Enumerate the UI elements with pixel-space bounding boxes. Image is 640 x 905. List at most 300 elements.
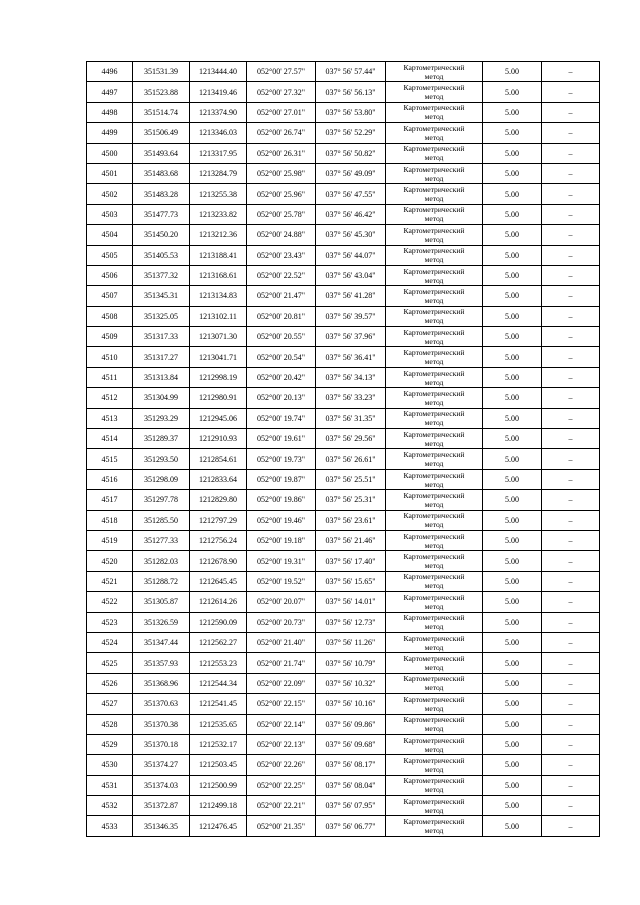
y-coordinate-cell: 1212797.29 xyxy=(190,510,247,530)
method-line-2: метод xyxy=(424,173,444,183)
method-line-2: метод xyxy=(424,785,444,795)
longitude-cell: 037° 56' 34.13" xyxy=(316,367,386,387)
table-body xyxy=(87,62,600,837)
point-number-cell: 4523 xyxy=(87,612,133,632)
method-line-2: метод xyxy=(424,255,444,265)
note-cell: – xyxy=(542,245,600,265)
x-coordinate-cell: 351293.50 xyxy=(133,449,190,469)
accuracy-cell: 5.00 xyxy=(483,184,542,204)
point-number-cell: 4515 xyxy=(87,449,133,469)
latitude-cell: 052°00' 19.61" xyxy=(247,429,316,449)
method-cell xyxy=(386,592,483,612)
note-cell: – xyxy=(542,714,600,734)
y-coordinate-cell: 1212503.45 xyxy=(190,755,247,775)
accuracy-cell: 5.00 xyxy=(483,367,542,387)
method-line-1: Картометрический xyxy=(403,429,465,439)
x-coordinate-cell: 351345.31 xyxy=(133,286,190,306)
longitude-cell: 037° 56' 06.77" xyxy=(316,816,386,836)
note-cell: – xyxy=(542,225,600,245)
note-cell: – xyxy=(542,286,600,306)
note-cell: – xyxy=(542,62,600,82)
method-cell xyxy=(386,571,483,591)
note-cell: – xyxy=(542,449,600,469)
accuracy-cell: 5.00 xyxy=(483,449,542,469)
y-coordinate-cell: 1213102.11 xyxy=(190,306,247,326)
point-number-cell: 4496 xyxy=(87,62,133,82)
method-line-1: Картометрический xyxy=(403,552,465,562)
accuracy-cell: 5.00 xyxy=(483,265,542,285)
latitude-cell: 052°00' 20.73" xyxy=(247,612,316,632)
y-coordinate-cell: 1213188.41 xyxy=(190,245,247,265)
latitude-cell: 052°00' 22.52" xyxy=(247,265,316,285)
table-row xyxy=(87,163,600,183)
latitude-cell: 052°00' 20.07" xyxy=(247,592,316,612)
latitude-cell: 052°00' 19.73" xyxy=(247,449,316,469)
y-coordinate-cell: 1213255.38 xyxy=(190,184,247,204)
method-cell xyxy=(386,82,483,102)
table-row xyxy=(87,286,600,306)
accuracy-cell: 5.00 xyxy=(483,612,542,632)
x-coordinate-cell: 351313.84 xyxy=(133,367,190,387)
latitude-cell: 052°00' 26.74" xyxy=(247,123,316,143)
method-cell xyxy=(386,449,483,469)
point-number-cell: 4532 xyxy=(87,796,133,816)
accuracy-cell: 5.00 xyxy=(483,347,542,367)
point-number-cell: 4531 xyxy=(87,775,133,795)
method-line-1: Картометрический xyxy=(403,409,465,419)
method-line-2: метод xyxy=(424,357,444,367)
table-row xyxy=(87,796,600,816)
longitude-cell: 037° 56' 36.41" xyxy=(316,347,386,367)
longitude-cell: 037° 56' 49.09" xyxy=(316,163,386,183)
y-coordinate-cell: 1213071.30 xyxy=(190,327,247,347)
point-number-cell: 4501 xyxy=(87,163,133,183)
method-line-2: метод xyxy=(424,112,444,122)
accuracy-cell: 5.00 xyxy=(483,286,542,306)
method-line-2: метод xyxy=(424,703,444,713)
point-number-cell: 4530 xyxy=(87,755,133,775)
method-line-1: Картометрический xyxy=(403,83,465,93)
y-coordinate-cell: 1213419.46 xyxy=(190,82,247,102)
longitude-cell: 037° 56' 15.65" xyxy=(316,571,386,591)
note-cell: – xyxy=(542,755,600,775)
x-coordinate-cell: 351493.64 xyxy=(133,143,190,163)
latitude-cell: 052°00' 19.86" xyxy=(247,490,316,510)
latitude-cell: 052°00' 20.54" xyxy=(247,347,316,367)
x-coordinate-cell: 351357.93 xyxy=(133,653,190,673)
x-coordinate-cell: 351325.05 xyxy=(133,306,190,326)
method-line-1: Картометрический xyxy=(403,103,465,113)
method-line-1: Картометрический xyxy=(403,307,465,317)
table-row xyxy=(87,102,600,122)
method-line-1: Картометрический xyxy=(403,144,465,154)
method-line-2: метод xyxy=(424,622,444,632)
method-cell xyxy=(386,163,483,183)
longitude-cell: 037° 56' 37.96" xyxy=(316,327,386,347)
method-cell xyxy=(386,143,483,163)
point-number-cell: 4510 xyxy=(87,347,133,367)
table-row xyxy=(87,469,600,489)
method-line-1: Картометрический xyxy=(403,490,465,500)
latitude-cell: 052°00' 21.74" xyxy=(247,653,316,673)
accuracy-cell: 5.00 xyxy=(483,775,542,795)
method-cell xyxy=(386,429,483,449)
method-line-1: Картометрический xyxy=(403,123,465,133)
point-number-cell: 4505 xyxy=(87,245,133,265)
latitude-cell: 052°00' 27.01" xyxy=(247,102,316,122)
longitude-cell: 037° 56' 31.35" xyxy=(316,408,386,428)
accuracy-cell: 5.00 xyxy=(483,490,542,510)
x-coordinate-cell: 351317.33 xyxy=(133,327,190,347)
y-coordinate-cell: 1213284.79 xyxy=(190,163,247,183)
method-line-2: метод xyxy=(424,744,444,754)
accuracy-cell: 5.00 xyxy=(483,469,542,489)
table-row xyxy=(87,408,600,428)
method-line-1: Картометрический xyxy=(403,735,465,745)
method-line-1: Картометрический xyxy=(403,246,465,256)
method-line-2: метод xyxy=(424,581,444,591)
y-coordinate-cell: 1212476.45 xyxy=(190,816,247,836)
accuracy-cell: 5.00 xyxy=(483,734,542,754)
longitude-cell: 037° 56' 45.30" xyxy=(316,225,386,245)
latitude-cell: 052°00' 22.09" xyxy=(247,673,316,693)
point-number-cell: 4499 xyxy=(87,123,133,143)
method-cell xyxy=(386,347,483,367)
table-row xyxy=(87,755,600,775)
longitude-cell: 037° 56' 29.56" xyxy=(316,429,386,449)
method-line-2: метод xyxy=(424,336,444,346)
note-cell: – xyxy=(542,327,600,347)
point-number-cell: 4512 xyxy=(87,388,133,408)
method-line-1: Картометрический xyxy=(403,470,465,480)
method-line-1: Картометрический xyxy=(403,185,465,195)
table-row xyxy=(87,143,600,163)
method-line-1: Картометрический xyxy=(403,715,465,725)
method-line-2: метод xyxy=(424,377,444,387)
longitude-cell: 037° 56' 52.29" xyxy=(316,123,386,143)
accuracy-cell: 5.00 xyxy=(483,571,542,591)
latitude-cell: 052°00' 22.14" xyxy=(247,714,316,734)
x-coordinate-cell: 351298.09 xyxy=(133,469,190,489)
x-coordinate-cell: 351405.53 xyxy=(133,245,190,265)
method-line-1: Картометрический xyxy=(403,755,465,765)
y-coordinate-cell: 1213374.90 xyxy=(190,102,247,122)
method-line-2: метод xyxy=(424,805,444,815)
x-coordinate-cell: 351377.32 xyxy=(133,265,190,285)
method-cell xyxy=(386,612,483,632)
y-coordinate-cell: 1212854.61 xyxy=(190,449,247,469)
point-number-cell: 4507 xyxy=(87,286,133,306)
table-row xyxy=(87,449,600,469)
table-row xyxy=(87,694,600,714)
note-cell: – xyxy=(542,510,600,530)
method-line-1: Картометрический xyxy=(403,776,465,786)
note-cell: – xyxy=(542,530,600,550)
point-number-cell: 4513 xyxy=(87,408,133,428)
point-number-cell: 4504 xyxy=(87,225,133,245)
latitude-cell: 052°00' 20.42" xyxy=(247,367,316,387)
x-coordinate-cell: 351277.33 xyxy=(133,530,190,550)
accuracy-cell: 5.00 xyxy=(483,123,542,143)
longitude-cell: 037° 56' 47.55" xyxy=(316,184,386,204)
method-line-1: Картометрический xyxy=(403,674,465,684)
method-cell xyxy=(386,775,483,795)
longitude-cell: 037° 56' 44.07" xyxy=(316,245,386,265)
longitude-cell: 037° 56' 33.23" xyxy=(316,388,386,408)
method-line-2: метод xyxy=(424,316,444,326)
longitude-cell: 037° 56' 25.31" xyxy=(316,490,386,510)
y-coordinate-cell: 1213346.03 xyxy=(190,123,247,143)
method-cell xyxy=(386,225,483,245)
table-row xyxy=(87,571,600,591)
y-coordinate-cell: 1212998.19 xyxy=(190,367,247,387)
method-line-1: Картометрический xyxy=(403,348,465,358)
method-line-1: Картометрический xyxy=(403,511,465,521)
point-number-cell: 4500 xyxy=(87,143,133,163)
accuracy-cell: 5.00 xyxy=(483,245,542,265)
longitude-cell: 037° 56' 43.04" xyxy=(316,265,386,285)
table-row xyxy=(87,184,600,204)
method-cell xyxy=(386,265,483,285)
latitude-cell: 052°00' 23.43" xyxy=(247,245,316,265)
point-number-cell: 4497 xyxy=(87,82,133,102)
note-cell: – xyxy=(542,632,600,652)
accuracy-cell: 5.00 xyxy=(483,714,542,734)
method-cell xyxy=(386,510,483,530)
note-cell: – xyxy=(542,816,600,836)
y-coordinate-cell: 1213317.95 xyxy=(190,143,247,163)
latitude-cell: 052°00' 21.35" xyxy=(247,816,316,836)
latitude-cell: 052°00' 22.21" xyxy=(247,796,316,816)
accuracy-cell: 5.00 xyxy=(483,102,542,122)
method-line-1: Картометрический xyxy=(403,694,465,704)
y-coordinate-cell: 1213041.71 xyxy=(190,347,247,367)
method-line-1: Картометрический xyxy=(403,633,465,643)
table-row xyxy=(87,265,600,285)
method-line-2: метод xyxy=(424,561,444,571)
note-cell: – xyxy=(542,775,600,795)
x-coordinate-cell: 351374.03 xyxy=(133,775,190,795)
method-cell xyxy=(386,490,483,510)
method-cell xyxy=(386,632,483,652)
longitude-cell: 037° 56' 09.68" xyxy=(316,734,386,754)
y-coordinate-cell: 1212756.24 xyxy=(190,530,247,550)
accuracy-cell: 5.00 xyxy=(483,510,542,530)
table-row xyxy=(87,673,600,693)
latitude-cell: 052°00' 26.31" xyxy=(247,143,316,163)
method-line-2: метод xyxy=(424,214,444,224)
method-cell xyxy=(386,714,483,734)
method-cell xyxy=(386,388,483,408)
note-cell: – xyxy=(542,796,600,816)
accuracy-cell: 5.00 xyxy=(483,632,542,652)
y-coordinate-cell: 1212541.45 xyxy=(190,694,247,714)
method-line-2: метод xyxy=(424,397,444,407)
method-line-1: Картометрический xyxy=(403,531,465,541)
method-line-1: Картометрический xyxy=(403,796,465,806)
method-cell xyxy=(386,408,483,428)
note-cell: – xyxy=(542,571,600,591)
accuracy-cell: 5.00 xyxy=(483,163,542,183)
method-line-2: метод xyxy=(424,438,444,448)
method-line-2: метод xyxy=(424,540,444,550)
point-number-cell: 4528 xyxy=(87,714,133,734)
longitude-cell: 037° 56' 12.73" xyxy=(316,612,386,632)
method-line-2: метод xyxy=(424,275,444,285)
method-line-2: метод xyxy=(424,71,444,81)
accuracy-cell: 5.00 xyxy=(483,796,542,816)
accuracy-cell: 5.00 xyxy=(483,82,542,102)
y-coordinate-cell: 1213233.82 xyxy=(190,204,247,224)
note-cell: – xyxy=(542,123,600,143)
note-cell: – xyxy=(542,184,600,204)
x-coordinate-cell: 351450.20 xyxy=(133,225,190,245)
point-number-cell: 4517 xyxy=(87,490,133,510)
point-number-cell: 4520 xyxy=(87,551,133,571)
method-line-1: Картометрический xyxy=(403,592,465,602)
method-line-1: Картометрический xyxy=(403,368,465,378)
note-cell: – xyxy=(542,347,600,367)
method-cell xyxy=(386,734,483,754)
latitude-cell: 052°00' 20.55" xyxy=(247,327,316,347)
longitude-cell: 037° 56' 46.42" xyxy=(316,204,386,224)
accuracy-cell: 5.00 xyxy=(483,388,542,408)
y-coordinate-cell: 1212500.99 xyxy=(190,775,247,795)
method-cell xyxy=(386,755,483,775)
longitude-cell: 037° 56' 11.26" xyxy=(316,632,386,652)
y-coordinate-cell: 1212499.18 xyxy=(190,796,247,816)
x-coordinate-cell: 351293.29 xyxy=(133,408,190,428)
method-line-2: метод xyxy=(424,194,444,204)
x-coordinate-cell: 351523.88 xyxy=(133,82,190,102)
x-coordinate-cell: 351370.18 xyxy=(133,734,190,754)
method-line-2: метод xyxy=(424,479,444,489)
method-line-1: Картометрический xyxy=(403,327,465,337)
x-coordinate-cell: 351368.96 xyxy=(133,673,190,693)
method-line-2: метод xyxy=(424,418,444,428)
longitude-cell: 037° 56' 07.95" xyxy=(316,796,386,816)
method-line-2: метод xyxy=(424,132,444,142)
accuracy-cell: 5.00 xyxy=(483,653,542,673)
x-coordinate-cell: 351305.87 xyxy=(133,592,190,612)
accuracy-cell: 5.00 xyxy=(483,694,542,714)
accuracy-cell: 5.00 xyxy=(483,62,542,82)
accuracy-cell: 5.00 xyxy=(483,225,542,245)
x-coordinate-cell: 351483.68 xyxy=(133,163,190,183)
longitude-cell: 037° 56' 09.86" xyxy=(316,714,386,734)
method-cell xyxy=(386,184,483,204)
table-row xyxy=(87,612,600,632)
table-row xyxy=(87,816,600,836)
table-row xyxy=(87,592,600,612)
note-cell: – xyxy=(542,408,600,428)
table-row xyxy=(87,123,600,143)
method-cell xyxy=(386,62,483,82)
latitude-cell: 052°00' 27.32" xyxy=(247,82,316,102)
x-coordinate-cell: 351372.87 xyxy=(133,796,190,816)
y-coordinate-cell: 1212544.34 xyxy=(190,673,247,693)
coordinates-table xyxy=(86,61,600,837)
method-line-2: метод xyxy=(424,663,444,673)
method-cell xyxy=(386,204,483,224)
y-coordinate-cell: 1212829.80 xyxy=(190,490,247,510)
x-coordinate-cell: 351326.59 xyxy=(133,612,190,632)
longitude-cell: 037° 56' 08.17" xyxy=(316,755,386,775)
x-coordinate-cell: 351297.78 xyxy=(133,490,190,510)
table-row xyxy=(87,388,600,408)
accuracy-cell: 5.00 xyxy=(483,816,542,836)
longitude-cell: 037° 56' 23.61" xyxy=(316,510,386,530)
table-row xyxy=(87,82,600,102)
point-number-cell: 4526 xyxy=(87,673,133,693)
x-coordinate-cell: 351347.44 xyxy=(133,632,190,652)
note-cell: – xyxy=(542,82,600,102)
y-coordinate-cell: 1213444.40 xyxy=(190,62,247,82)
latitude-cell: 052°00' 19.87" xyxy=(247,469,316,489)
point-number-cell: 4502 xyxy=(87,184,133,204)
latitude-cell: 052°00' 19.74" xyxy=(247,408,316,428)
method-cell xyxy=(386,796,483,816)
method-line-2: метод xyxy=(424,826,444,836)
table-row xyxy=(87,306,600,326)
accuracy-cell: 5.00 xyxy=(483,551,542,571)
y-coordinate-cell: 1212833.64 xyxy=(190,469,247,489)
method-line-1: Картометрический xyxy=(403,62,465,72)
note-cell: – xyxy=(542,204,600,224)
point-number-cell: 4518 xyxy=(87,510,133,530)
latitude-cell: 052°00' 22.25" xyxy=(247,775,316,795)
method-cell xyxy=(386,551,483,571)
method-line-2: метод xyxy=(424,724,444,734)
x-coordinate-cell: 351346.35 xyxy=(133,816,190,836)
x-coordinate-cell: 351289.37 xyxy=(133,429,190,449)
method-line-1: Картометрический xyxy=(403,225,465,235)
note-cell: – xyxy=(542,143,600,163)
method-line-1: Картометрический xyxy=(403,654,465,664)
table-row xyxy=(87,367,600,387)
accuracy-cell: 5.00 xyxy=(483,673,542,693)
point-number-cell: 4508 xyxy=(87,306,133,326)
point-number-cell: 4511 xyxy=(87,367,133,387)
latitude-cell: 052°00' 24.88" xyxy=(247,225,316,245)
method-cell xyxy=(386,530,483,550)
method-line-2: метод xyxy=(424,683,444,693)
x-coordinate-cell: 351477.73 xyxy=(133,204,190,224)
latitude-cell: 052°00' 19.52" xyxy=(247,571,316,591)
x-coordinate-cell: 351317.27 xyxy=(133,347,190,367)
note-cell: – xyxy=(542,367,600,387)
latitude-cell: 052°00' 19.31" xyxy=(247,551,316,571)
x-coordinate-cell: 351370.63 xyxy=(133,694,190,714)
table-row xyxy=(87,775,600,795)
method-line-1: Картометрический xyxy=(403,205,465,215)
method-line-2: метод xyxy=(424,764,444,774)
table-row xyxy=(87,204,600,224)
method-line-1: Картометрический xyxy=(403,164,465,174)
accuracy-cell: 5.00 xyxy=(483,306,542,326)
table-row xyxy=(87,245,600,265)
y-coordinate-cell: 1212590.09 xyxy=(190,612,247,632)
y-coordinate-cell: 1212535.65 xyxy=(190,714,247,734)
accuracy-cell: 5.00 xyxy=(483,327,542,347)
method-line-2: метод xyxy=(424,234,444,244)
method-cell xyxy=(386,327,483,347)
method-line-2: метод xyxy=(424,601,444,611)
table-row xyxy=(87,510,600,530)
y-coordinate-cell: 1212645.45 xyxy=(190,571,247,591)
accuracy-cell: 5.00 xyxy=(483,408,542,428)
longitude-cell: 037° 56' 17.40" xyxy=(316,551,386,571)
